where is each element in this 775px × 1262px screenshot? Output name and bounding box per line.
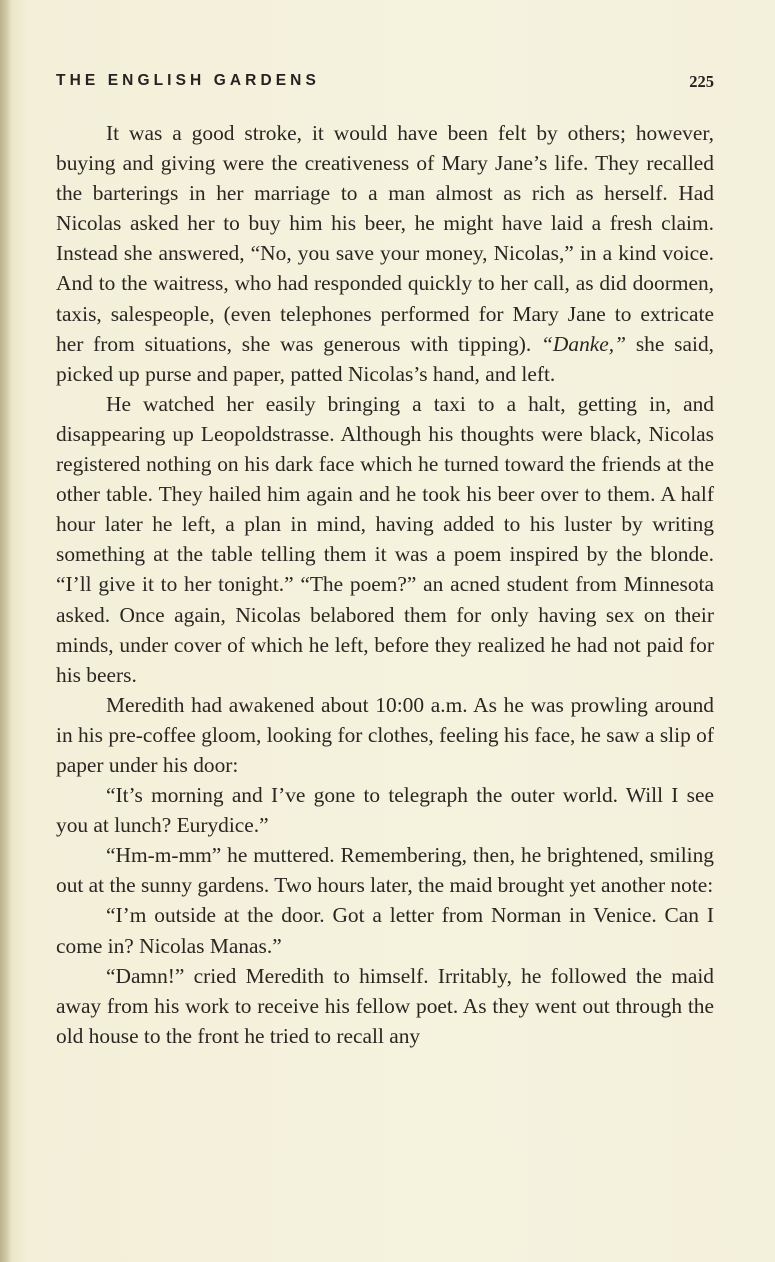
note-quote: “I’m outside at the door. Got a letter from Norman in Venice. Can I come in? Nicolas Manas.”: [56, 903, 714, 958]
paragraph: Meredith had awakened about 10:00 a.m. As he was prowling around in his pre-coffee gloom, looking for clothes, feeling his face, he saw a slip of paper under his door:: [56, 692, 714, 777]
page-number: 225: [689, 72, 714, 91]
body-text: [56, 118, 714, 1051]
paragraph: “Damn!” cried Meredith to himself. Irritably, he followed the maid away from his work to receive his fellow poet. As they went out through the old house to the front he tried to recall any: [56, 963, 714, 1048]
italic-phrase: “Danke,”: [541, 331, 626, 356]
paragraph: He watched her easily bringing a taxi to a halt, getting in, and disappearing up Leopoldstrasse. Although his thoughts were black, Nicolas registered nothing on his dark face which he turned toward the friends at the other table. They hailed him again and he took his beer over to them. A half hour later he left, a plan in mind, having added to his luster by writing something at the table telling them it was a poem inspired by the blonde. “I’ll give it to her tonight.” “The poem?” an acned student from Minnesota asked. Once again, Nicolas belabored them for only having sex on their minds, under cover of which he left, before they realized he had not paid for his beers.: [56, 391, 714, 687]
paragraph: [56, 118, 714, 389]
paragraph-text: she said, picked up purse and paper, patted Nicolas’s hand, and left.: [56, 331, 714, 386]
paragraph-text: It was a good stroke, it would have been felt by others; however, buying and giving were the creativeness of Mary Jane’s life. They recalled the barterings in her marriage to a man almost as rich as herself. Had Nicolas asked her to buy him his beer, he might have laid a fresh claim. Instead she answered, “No, you save your money, Nicolas,” in a kind voice. And to the waitress, who had responded quickly to her call, as did doormen, taxis, salespeople, (even telephones performed for Mary Jane to extricate her from situations, she was generous with tipping).: [56, 121, 714, 356]
paragraph: “Hm-m-mm” he muttered. Remembering, then, he brightened, smiling out at the sunny gardens. Two hours later, the maid brought yet another note:: [56, 843, 714, 898]
running-head-title: THE ENGLISH GARDENS: [56, 72, 320, 89]
spine-shadow: [0, 0, 12, 1262]
note-quote: “It’s morning and I’ve gone to telegraph the outer world. Will I see you at lunch? Eurydice.”: [56, 783, 714, 838]
running-head: [56, 72, 714, 96]
